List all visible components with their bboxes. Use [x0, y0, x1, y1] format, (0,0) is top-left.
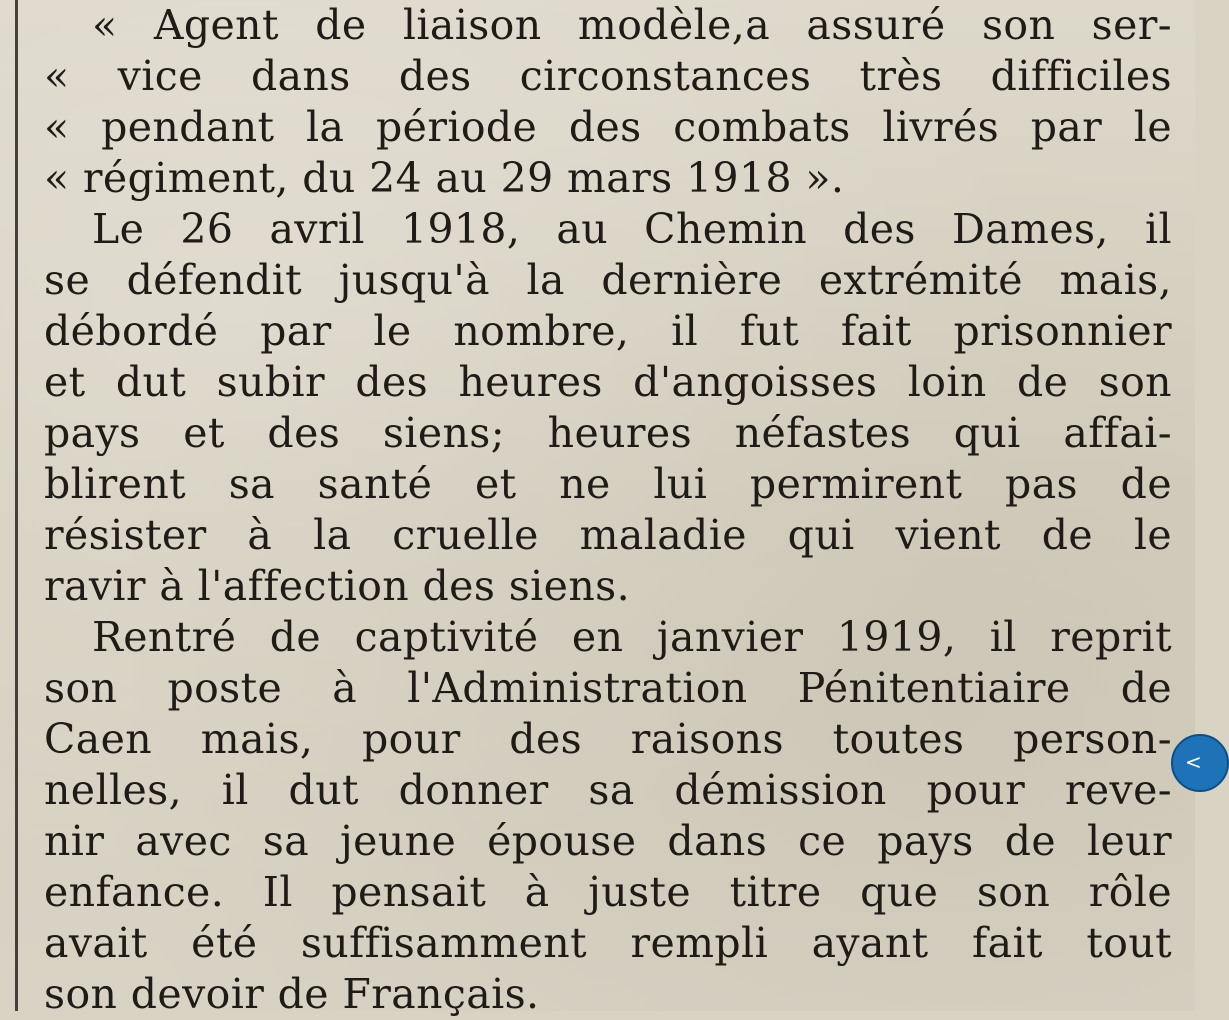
text-line: Rentré de captivité en janvier 1919, il reprit — [92, 613, 1172, 661]
text-line: enfance. Il pensait à juste titre que son rôle — [44, 868, 1172, 916]
text-line: son devoir de Français. — [44, 970, 540, 1018]
text-line: résister à la cruelle maladie qui vient de le — [44, 511, 1172, 559]
text-line: nelles, il dut donner sa démission pour reve- — [44, 766, 1172, 814]
text-line: « pendant la période des combats livrés par le — [44, 103, 1172, 151]
text-line: « vice dans des circonstances très difficiles — [44, 52, 1172, 100]
text-line: « Agent de liaison modèle,a assuré son ser- — [92, 1, 1172, 49]
text-line: débordé par le nombre, il fut fait prisonnier — [44, 307, 1172, 355]
text-line: « régiment, du 24 au 29 mars 1918 ». — [44, 154, 845, 202]
text-line: et dut subir des heures d'angoisses loin de son — [44, 358, 1172, 406]
side-panel-toggle-button[interactable] — [1171, 734, 1229, 792]
text-line: avait été suffisamment rempli ayant fait tout — [44, 919, 1172, 967]
text-line: ravir à l'affection des siens. — [44, 562, 631, 610]
text-line: son poste à l'Administration Pénitentiaire de — [44, 664, 1172, 712]
text-line: se défendit jusqu'à la dernière extrémité mais, — [44, 256, 1172, 304]
text-line: nir avec sa jeune épouse dans ce pays de leur — [44, 817, 1172, 865]
text-line: blirent sa santé et ne lui permirent pas de — [44, 460, 1172, 508]
text-line: Caen mais, pour des raisons toutes person- — [44, 715, 1172, 763]
article-text — [44, 0, 1172, 1020]
column-rule — [15, 0, 18, 1011]
text-line: pays et des siens; heures néfastes qui affai- — [44, 409, 1172, 457]
text-line: Le 26 avril 1918, au Chemin des Dames, il — [92, 205, 1172, 253]
chevron-left-icon: < — [1185, 750, 1202, 774]
